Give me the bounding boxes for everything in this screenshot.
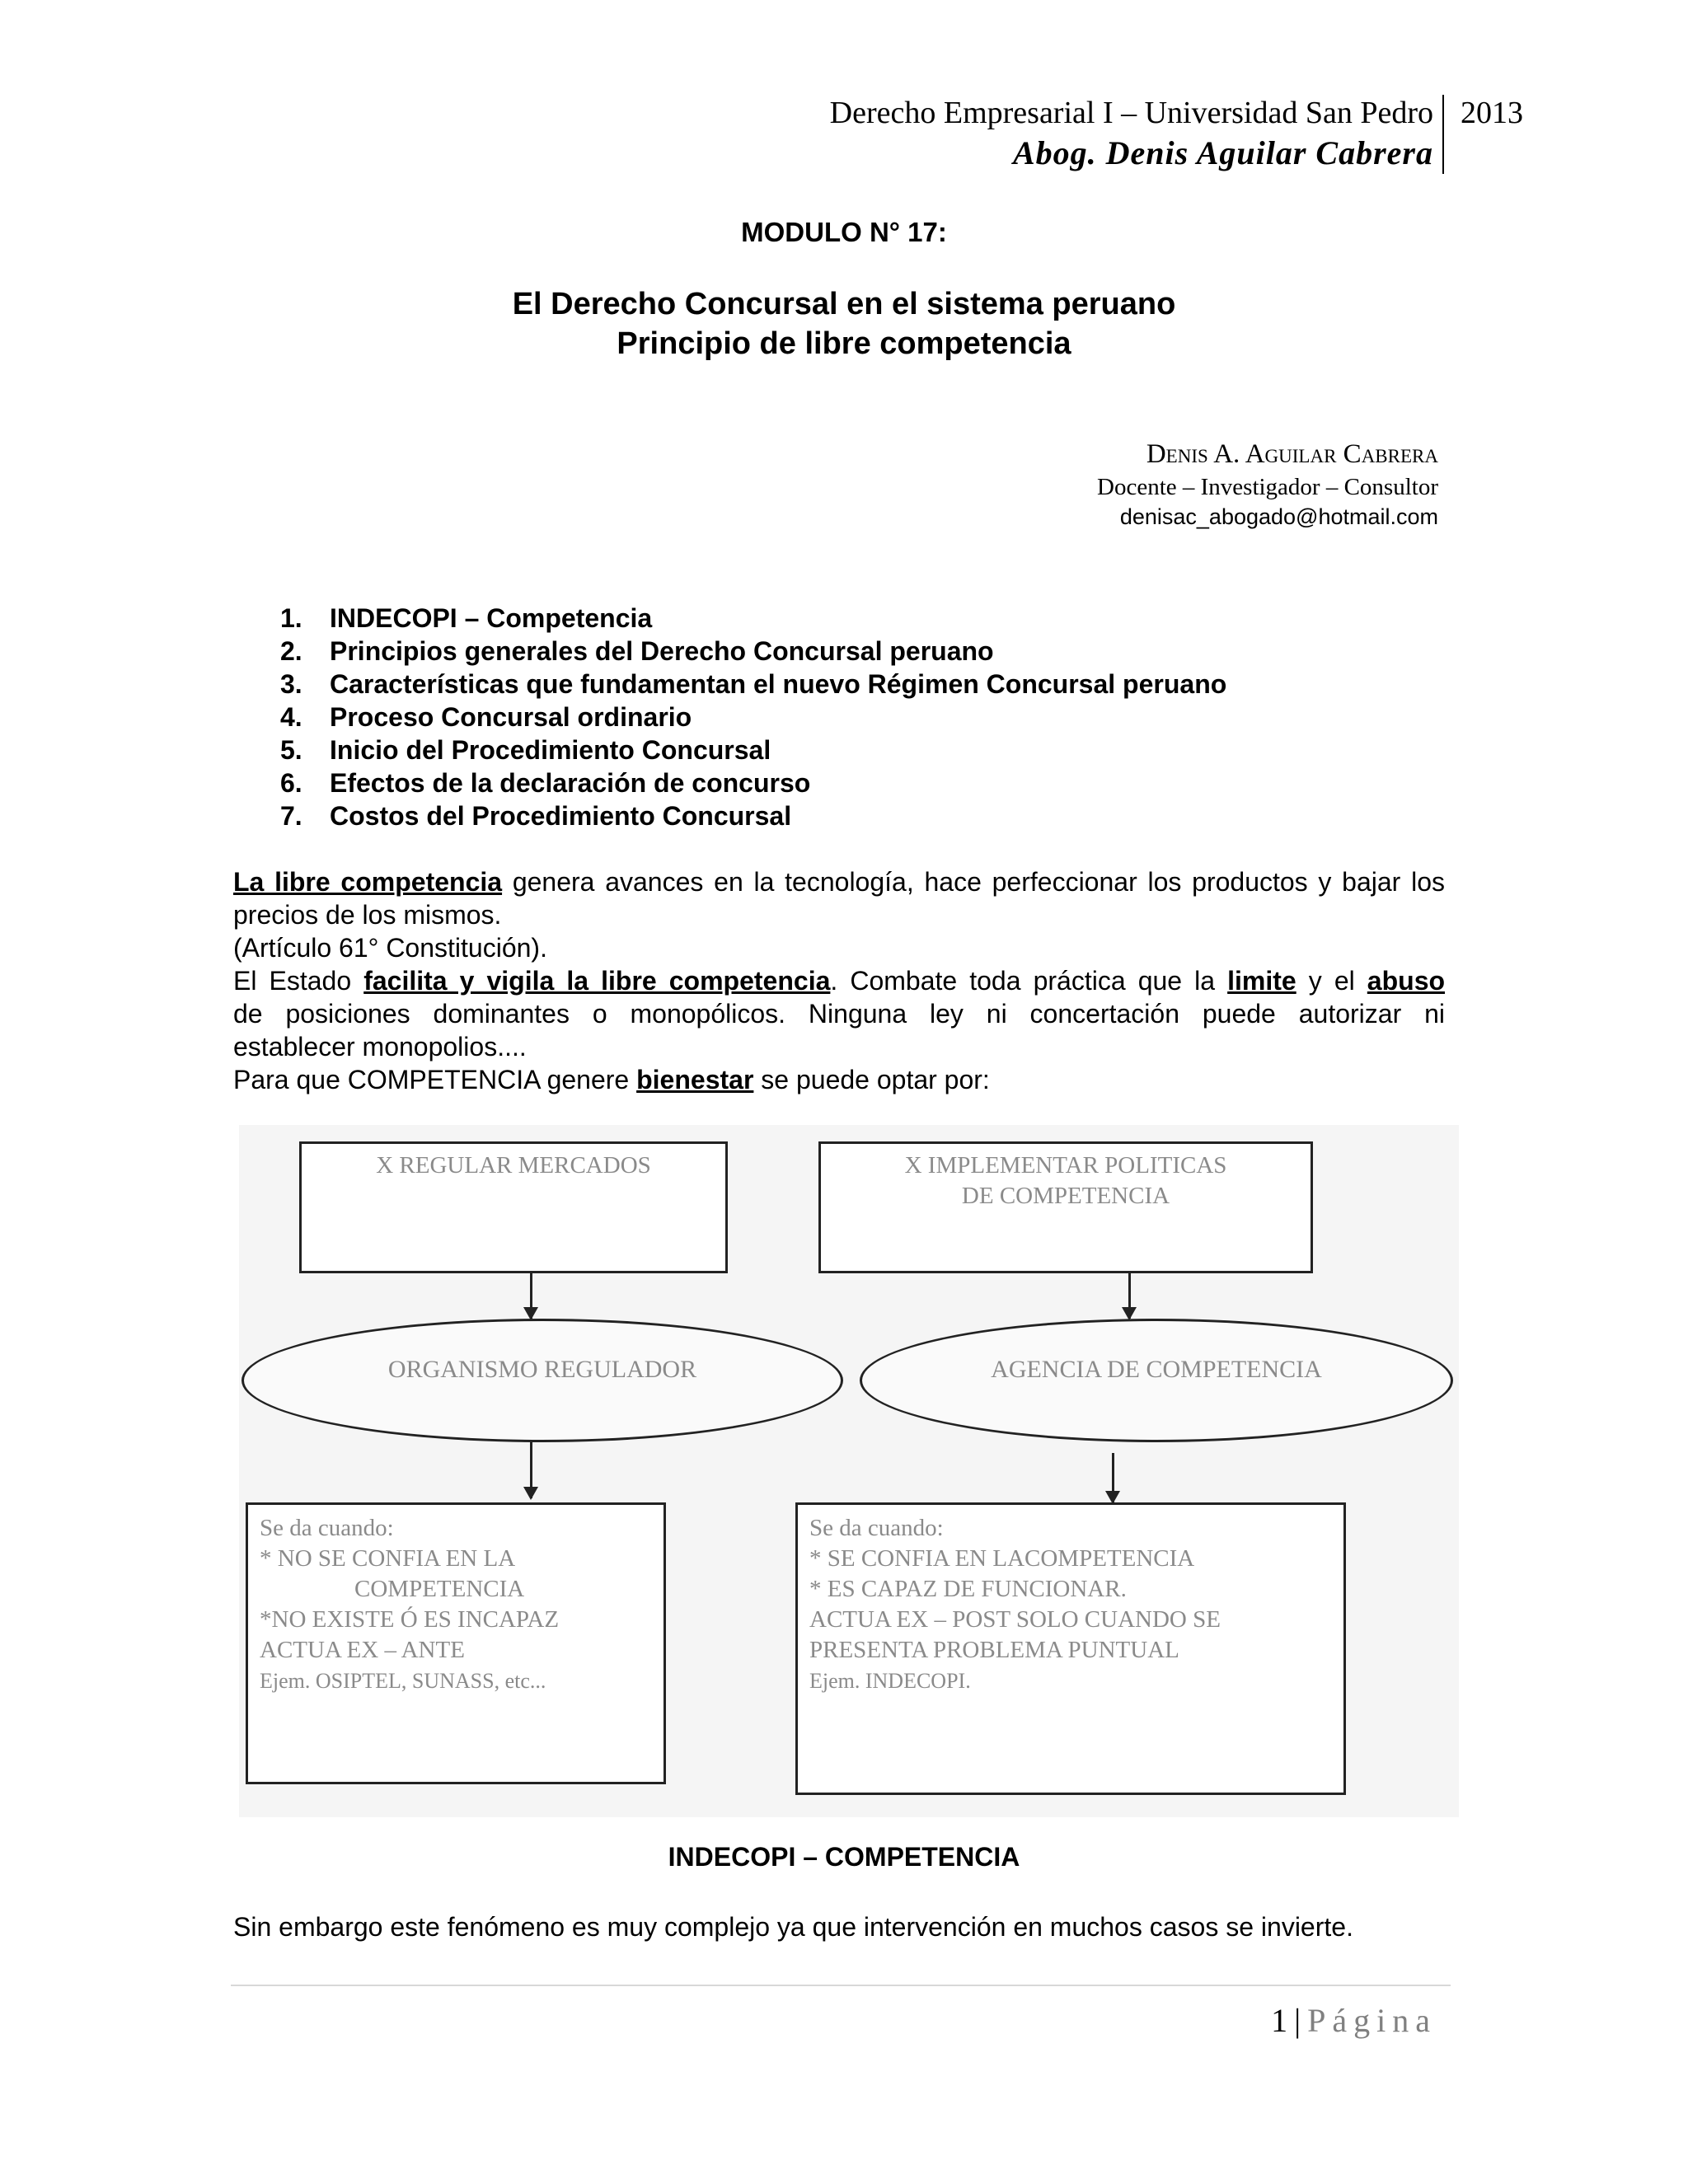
box-label: DE COMPETENCIA	[961, 1183, 1170, 1209]
box-se-da-cuando-regulador	[246, 1502, 666, 1784]
title-line-1: El Derecho Concursal en el sistema peruano	[512, 287, 1176, 321]
header-course: Derecho Empresarial I – Universidad San Pedro	[829, 96, 1433, 130]
section-title: INDECOPI – COMPETENCIA	[668, 1842, 1020, 1872]
paragraph-articulo: (Artículo 61° Constitución).	[233, 933, 547, 963]
list-line: Se da cuando:	[809, 1515, 944, 1541]
condition-list	[798, 1505, 1343, 1704]
term-libre-competencia: La libre competencia	[233, 867, 503, 897]
list-line: COMPETENCIA	[354, 1576, 525, 1602]
toc-text: Costos del Procedimiento Concursal	[330, 801, 792, 831]
list-line: ACTUA EX – POST SOLO CUANDO SE	[809, 1606, 1221, 1633]
box-implementar-politicas	[818, 1141, 1313, 1273]
ellipse-label: AGENCIA DE COMPETENCIA	[991, 1356, 1322, 1383]
term-facilita: facilita y vigila la libre competencia	[363, 966, 831, 996]
module-heading: MODULO N° 17:	[741, 217, 947, 247]
arrow-down-icon	[530, 1273, 532, 1319]
header-divider	[1442, 95, 1444, 174]
arrow-down-icon	[1112, 1453, 1114, 1502]
paragraph-estado-line1	[233, 964, 1445, 997]
arrow-down-icon	[1128, 1273, 1131, 1319]
text-fragment: se puede optar por:	[753, 1065, 990, 1094]
toc-number: 2.	[280, 636, 302, 666]
ellipse-label: ORGANISMO REGULADOR	[387, 1356, 697, 1383]
footer-divider	[231, 1985, 1451, 1986]
page-number: 1	[1271, 2002, 1295, 2039]
list-line: * SE CONFIA EN LACOMPETENCIA	[809, 1545, 1195, 1572]
box-se-da-cuando-agencia	[795, 1502, 1346, 1795]
text-fragment: El Estado	[233, 966, 364, 996]
box-regular-mercados	[299, 1141, 728, 1273]
text-fragment: Para que COMPETENCIA genere	[233, 1065, 637, 1094]
page-title	[0, 284, 1688, 363]
title-line-2: Principio de libre competencia	[617, 326, 1071, 361]
term-abuso: abuso	[1367, 966, 1446, 996]
page-word: Página	[1307, 2002, 1437, 2039]
list-line: *NO EXISTE Ó ES INCAPAZ	[260, 1606, 560, 1633]
author-role: Docente – Investigador – Consultor	[1097, 474, 1438, 500]
toc-text: Efectos de la declaración de concurso	[330, 768, 811, 798]
list-line: * NO SE CONFIA EN LA	[260, 1545, 516, 1572]
header-professor: Abog. Denis Aguilar Cabrera	[1012, 134, 1433, 171]
box-label: X IMPLEMENTAR POLITICAS	[904, 1152, 1227, 1179]
box-label: X REGULAR MERCADOS	[376, 1152, 651, 1179]
paragraph-estado-line2: de posiciones dominantes o monopólicos. Ninguna ley ni concertación puede autorizar ni	[233, 999, 1445, 1029]
paragraph-text: genera avances en la tecnología, hace perfeccionar los productos y bajar los precios de los mismos.	[233, 867, 1446, 930]
toc-number: 1.	[280, 603, 302, 633]
term-bienestar: bienestar	[636, 1065, 754, 1094]
ellipse-organismo-regulador	[241, 1319, 843, 1442]
list-line: PRESENTA PROBLEMA PUNTUAL	[809, 1637, 1179, 1663]
list-line: Ejem. OSIPTEL, SUNASS, etc...	[260, 1669, 546, 1693]
author-name: Denis A. Aguilar Cabrera	[1146, 439, 1438, 469]
body-paragraphs	[233, 865, 1445, 1096]
page-footer	[1271, 2001, 1437, 2040]
toc-number: 4.	[280, 702, 302, 732]
term-limite: limite	[1227, 966, 1296, 996]
page-separator: |	[1294, 2002, 1308, 2039]
toc-text: Características que fundamentan el nuevo Régimen Concursal peruano	[330, 669, 1227, 699]
ellipse-agencia-competencia	[860, 1319, 1453, 1442]
text-fragment: . Combate toda práctica que la	[830, 966, 1228, 996]
competition-diagram	[239, 1125, 1459, 1817]
header-year: 2013	[1461, 96, 1523, 130]
paragraph-bienestar	[233, 1063, 1445, 1096]
closing-paragraph: Sin embargo este fenómeno es muy complejo ya que intervención en muchos casos se invierte.	[233, 1912, 1353, 1942]
condition-list	[248, 1505, 663, 1704]
toc-number: 7.	[280, 801, 302, 831]
text-fragment: y el	[1296, 966, 1367, 996]
toc-number: 3.	[280, 669, 302, 699]
arrow-down-icon	[530, 1442, 532, 1498]
list-line: * ES CAPAZ DE FUNCIONAR.	[809, 1576, 1127, 1602]
list-line: ACTUA EX – ANTE	[260, 1637, 465, 1663]
paragraph-estado-line3: establecer monopolios....	[233, 1032, 527, 1062]
author-email: denisac_abogado@hotmail.com	[1119, 504, 1438, 529]
toc-number: 5.	[280, 735, 302, 765]
toc-text: INDECOPI – Competencia	[330, 603, 653, 633]
toc-text: Principios generales del Derecho Concursal peruano	[330, 636, 994, 666]
toc-text: Proceso Concursal ordinario	[330, 702, 692, 732]
toc-number: 6.	[280, 768, 302, 798]
toc-text: Inicio del Procedimiento Concursal	[330, 735, 771, 765]
list-line: Se da cuando:	[260, 1515, 394, 1541]
paragraph-libre-competencia	[233, 865, 1445, 931]
list-line: Ejem. INDECOPI.	[809, 1669, 971, 1693]
